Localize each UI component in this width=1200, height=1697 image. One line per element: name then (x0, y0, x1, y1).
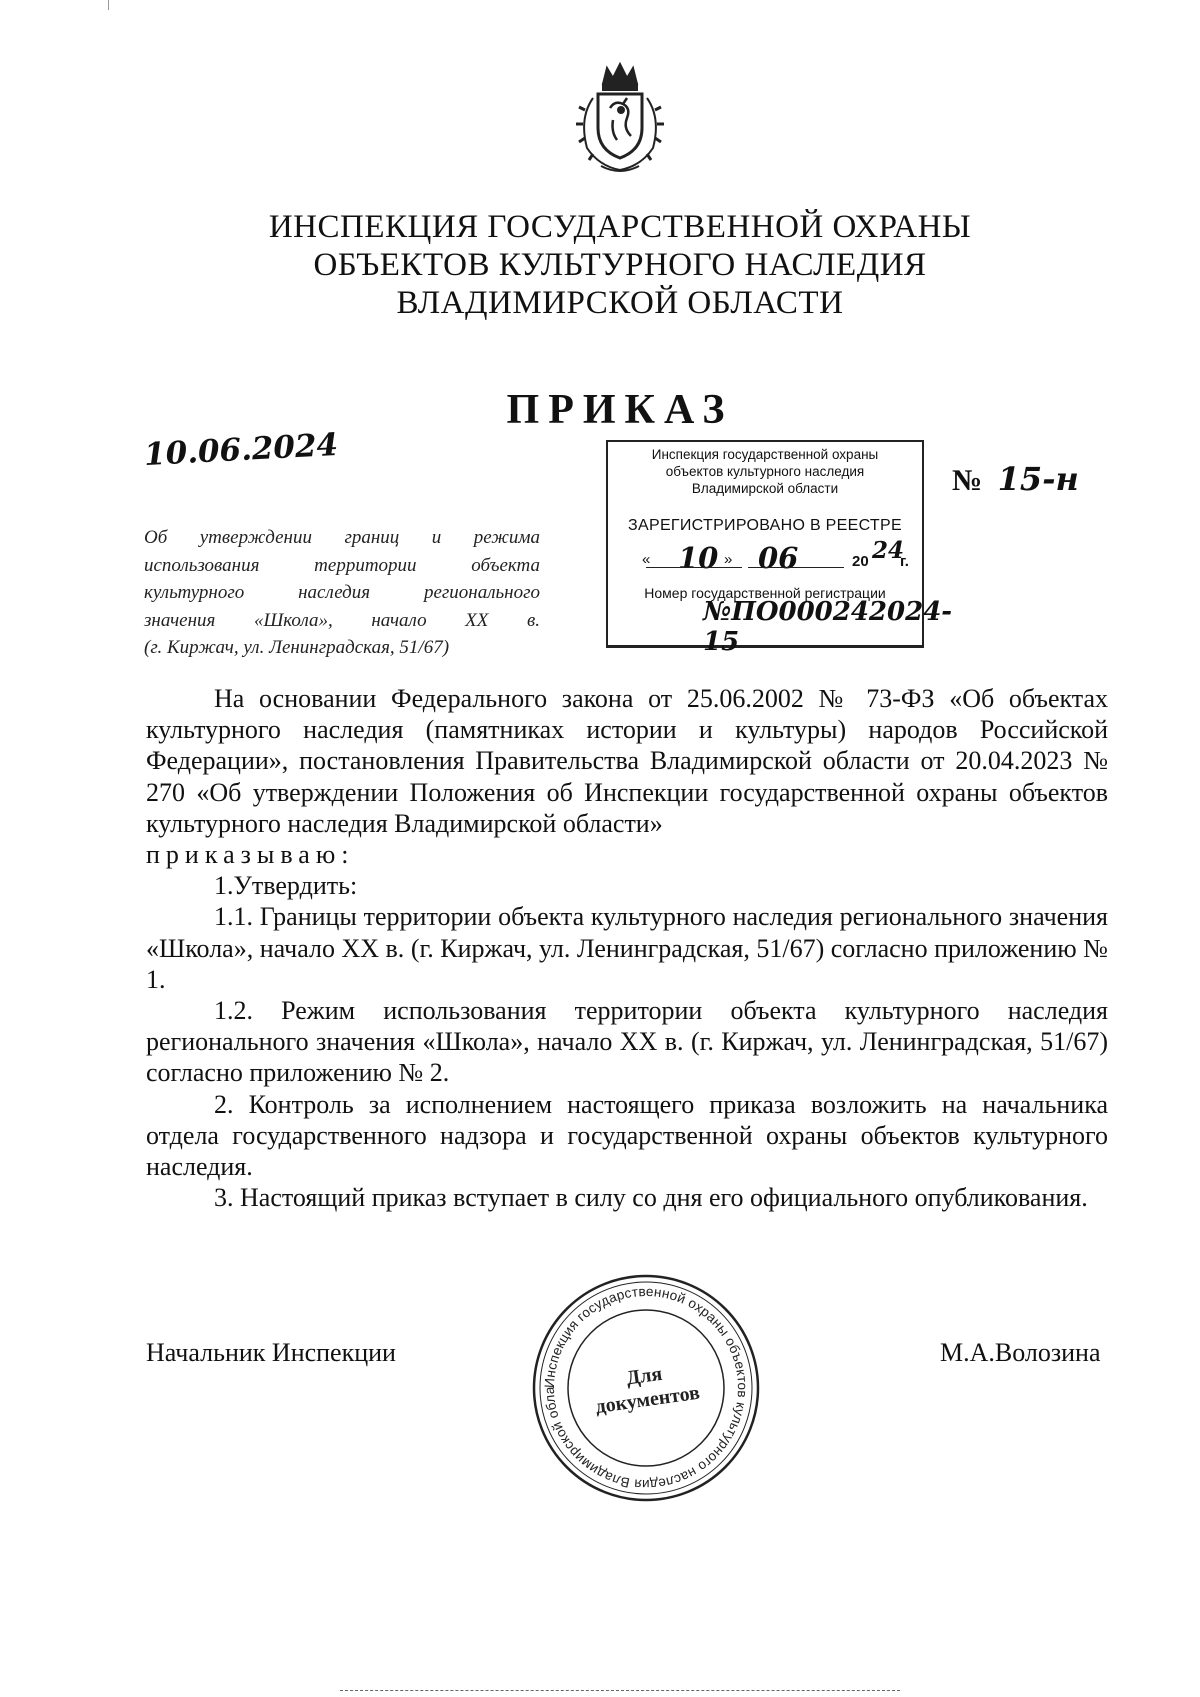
stamp-registered-label: ЗАРЕГИСТРИРОВАНО В РЕЕСТРЕ (628, 517, 902, 534)
stamp-year-prefix: 20 (852, 553, 869, 570)
stamp-number-label: Номер государственной регистрации (644, 585, 886, 601)
stamp-number-value: №ПО000242024-15 (703, 597, 953, 657)
subject-line: культурного наследия регионального (144, 582, 540, 603)
coat-of-arms-icon (565, 58, 675, 176)
seal-ring-text: Инспекция государственной охраны объектов культурного наследия Владимирской обла (541, 1283, 751, 1493)
stamp-quote-open: « (642, 551, 651, 568)
org-line: ОБЪЕКТОВ КУЛЬТУРНОГО НАСЛЕДИЯ (313, 247, 927, 283)
seal-center-line: документов (594, 1381, 702, 1419)
official-seal (530, 1272, 762, 1504)
seal-center-line: Для (625, 1362, 664, 1390)
order-body (146, 683, 1108, 1213)
signer-name: М.А.Волозина (940, 1338, 1101, 1367)
signer-position: Начальник Инспекции (146, 1338, 396, 1367)
stamp-month-underline (748, 567, 844, 568)
subject-line: Об утверждении границ и режима (144, 527, 540, 548)
stamp-org-line: Владимирской области (691, 481, 839, 496)
preamble-paragraph: На основании Федерального закона от 25.06.2002 № 73-ФЗ «Об объектах культурного наследия (памятниках истории и культуры) народов Российской Федерации», постановления Правительства Владимирской области от 20.04.2023 № 270 «Об утверждении Положения об Инспекции государственной охраны объектов культурного наследия Владимирской области» (146, 684, 1108, 838)
bottom-rule (340, 1690, 900, 1691)
document-title: ПРИКАЗ (506, 387, 734, 433)
stamp-date-row (608, 537, 922, 579)
number-value: 15-н (997, 460, 1079, 498)
subject-line: использования территории объекта (144, 554, 540, 576)
item-paragraph: 1.1. Границы территории объекта культурного наследия регионального значения «Школа», начало XX в. (г. Киржач, ул. Ленинградская, 51/67) согласно приложению № 1. (146, 902, 1108, 994)
order-number (952, 460, 1079, 498)
command-word: приказываю: (146, 840, 355, 870)
stamp-org-line: Инспекция государственной охраны (651, 447, 879, 462)
stamp-year-mark: г. (900, 553, 909, 570)
item-paragraph: 1.2. Режим использования территории объекта культурного наследия регионального значения «Школа», начало XX в. (г. Киржач, ул. Ленинградская, 51/67) согласно приложению № 2. (146, 996, 1108, 1088)
registration-stamp (606, 440, 953, 657)
order-subject (144, 524, 540, 662)
scan-edge-mark (108, 0, 109, 10)
item-paragraph: 3. Настоящий приказ вступает в силу со дня его официального опубликования. (214, 1183, 1088, 1213)
stamp-day: 10 (678, 541, 719, 575)
stamp-day-underline (646, 567, 742, 568)
stamp-year-suffix: 24 (872, 537, 905, 564)
stamp-org-line: объектов культурного наследия (665, 464, 865, 479)
org-line: ИНСПЕКЦИЯ ГОСУДАРСТВЕННОЙ ОХРАНЫ (268, 209, 972, 245)
subject-line: (г. Киржач, ул. Ленинградская, 51/67) (144, 637, 450, 658)
subject-line: значения «Школа», начало XX в. (144, 609, 540, 631)
stamp-month: 06 (758, 541, 799, 575)
stamp-org (608, 446, 922, 497)
handwritten-date: 10.06.2024 (143, 426, 339, 474)
organization-header (200, 208, 1040, 322)
number-sign: № (952, 464, 983, 497)
item-paragraph: 1.Утвердить: (214, 871, 358, 901)
org-line: ВЛАДИМИРСКОЙ ОБЛАСТИ (396, 285, 844, 321)
stamp-quote-close: » (724, 551, 733, 568)
item-paragraph: 2. Контроль за исполнением настоящего приказа возложить на начальника отдела государственного надзора и государственной охраны объектов культурного наследия. (146, 1089, 1108, 1182)
